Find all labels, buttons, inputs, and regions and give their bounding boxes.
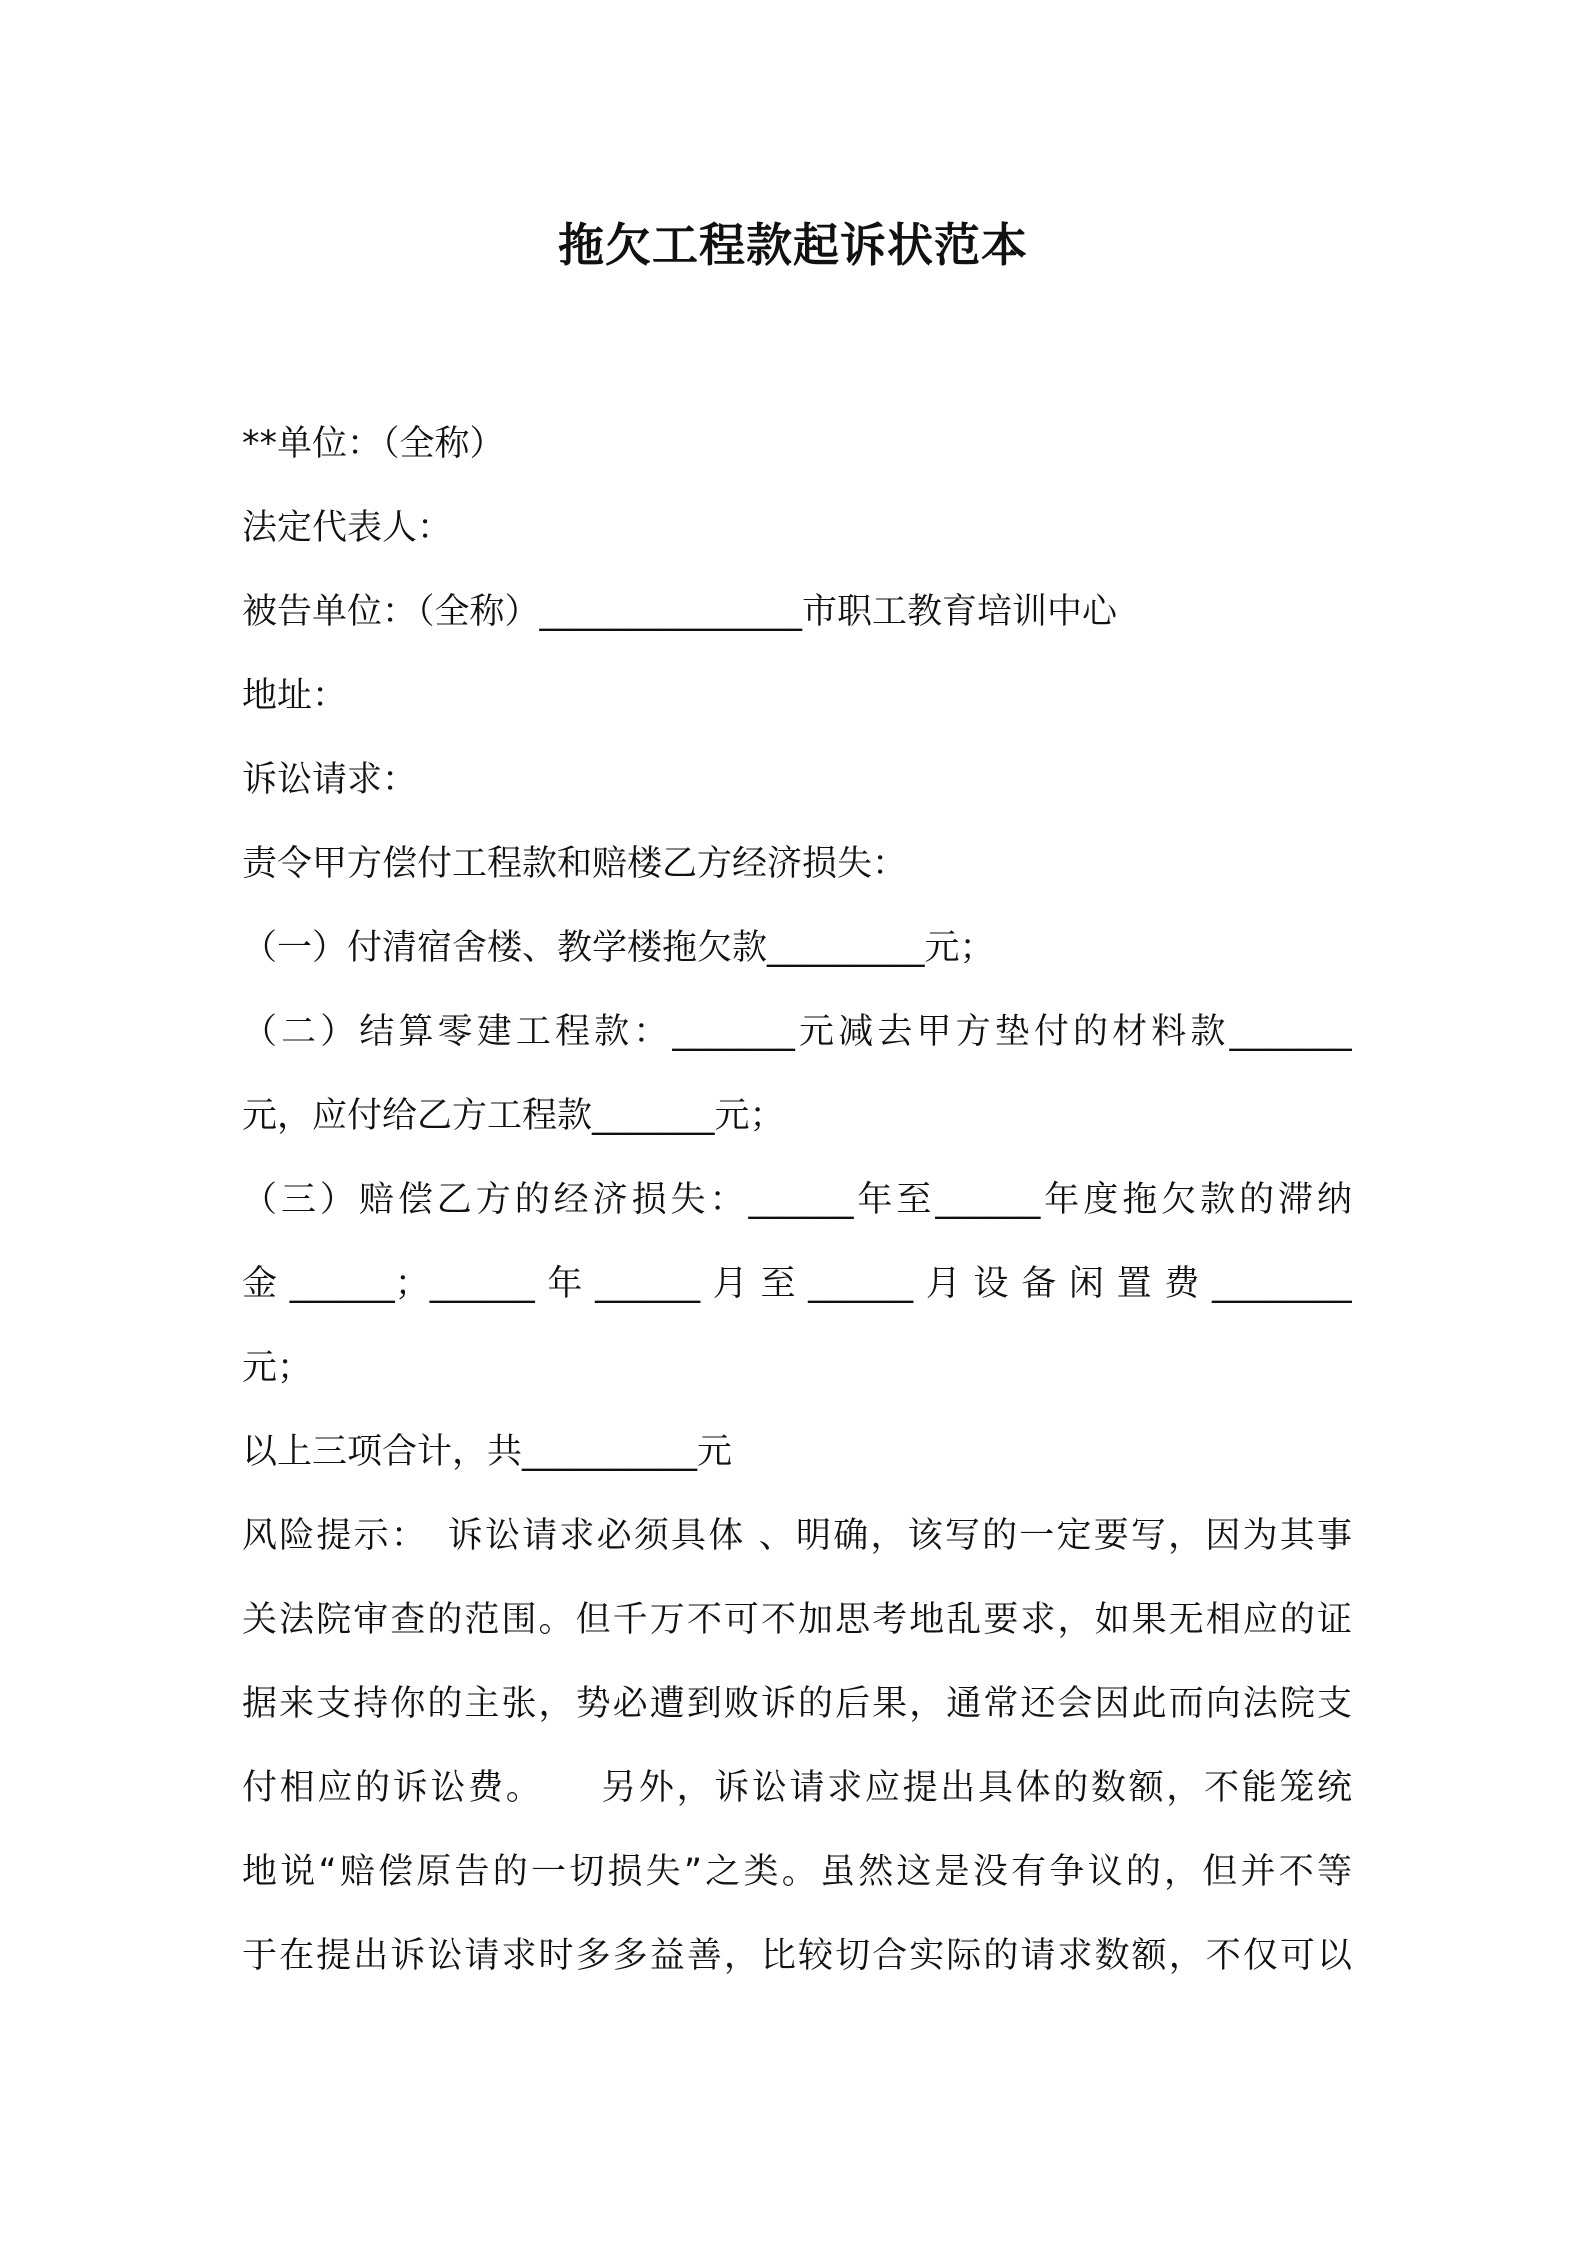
address-line: 地址：: [242, 676, 348, 716]
claim-item-3-part-3: 元；: [242, 1348, 313, 1388]
risk-note-line-5: 地说“赔偿原告的一切损失”之类。虽然这是没有争议的，但并不等: [242, 1852, 1352, 1892]
claim-item-1: （一）付清宿舍楼、教学楼拖欠款_________元；: [242, 928, 995, 968]
claim-item-3-part-2: 金______；______年______月至______月设备闲置费________: [242, 1264, 1352, 1304]
claim-item-2-part-1: （二）结算零建工程款：_______元减去甲方垫付的材料款_______: [242, 1012, 1352, 1052]
risk-note-line-3: 据来支持你的主张，势必遭到败诉的后果，通常还会因此而向法院支: [242, 1684, 1352, 1724]
document-title: 拖欠工程款起诉状范本: [558, 218, 1028, 272]
risk-note-line-2: 关法院审查的范围。但千万不可不加思考地乱要求，如果无相应的证: [242, 1600, 1352, 1640]
claim-item-3-part-1: （三）赔偿乙方的经济损失：______年至______年度拖欠款的滞纳: [242, 1180, 1352, 1220]
claim-item-2-part-2: 元，应付给乙方工程款_______元；: [242, 1096, 785, 1136]
risk-note-line-6: 于在提出诉讼请求时多多益善，比较切合实际的请求数额，不仅可以: [242, 1936, 1352, 1976]
document-body: [242, 402, 1352, 1998]
defendant-line: 被告单位：（全称）_______________市职工教育培训中心: [242, 592, 1118, 632]
legal-representative-line: 法定代表人：: [242, 508, 453, 548]
risk-note-line-4: 付相应的诉讼费。 另外，诉讼请求应提出具体的数额，不能笼统: [242, 1768, 1352, 1808]
claims-intro: 责令甲方偿付工程款和赔楼乙方经济损失：: [242, 844, 908, 884]
plaintiff-line: **单位：（全称）: [242, 424, 505, 464]
claims-heading: 诉讼请求：: [242, 760, 418, 800]
risk-note-line-1: 风险提示： 诉讼请求必须具体 、明确，该写的一定要写，因为其事: [242, 1516, 1352, 1556]
total-line: 以上三项合计，共__________元: [242, 1432, 733, 1472]
